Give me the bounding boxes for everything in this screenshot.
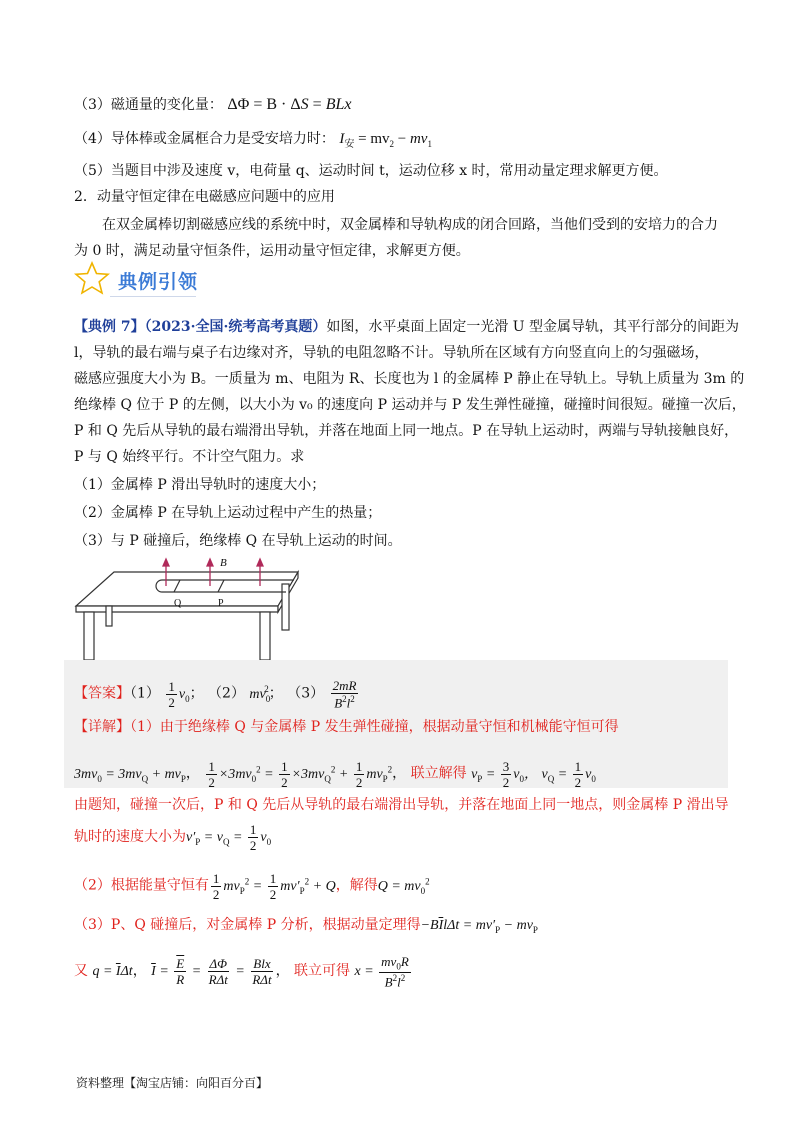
item-5: （5）当题目中涉及速度 v，电荷量 q、运动时间 t，运动位移 x 时，常用动量定理求解更方便。 <box>74 163 668 179</box>
charge-equation: $q = \overline{I}\Delta t$ <box>92 964 133 979</box>
footer-source: 资料整理【淘宝店铺：向阳百分百】 <box>76 1076 269 1090</box>
detail-line-3: 由题知，碰撞一次后，P 和 Q 先后从导轨的最右端滑出导轨，并落在地面上同一地点，则金属棒 P 滑出导 <box>74 797 729 813</box>
detail-line-1: 【详解】（1）由于绝缘棒 Q 与金属棒 P 发生弹性碰撞，根据动量守恒和机械能守恒可得 <box>74 719 619 735</box>
detail-line-5: （2）根据能量守恒有 $\frac{1}{2}$ $mv_P^2$ = $\frac{1}{2}$ $mv'_P^2 + Q$，解得$Q = mv_0^2$ <box>74 870 430 902</box>
answer-3: $\frac{2mR}{B^2l^2}$ <box>332 678 357 711</box>
rod-p-label: P <box>218 598 224 609</box>
momentum-theorem: $-B\overline{I}l\Delta t = mv'_P - mv_P$ <box>420 918 538 935</box>
example-line-5: P 和 Q 先后从导轨的最右端滑出导轨，并落在地面上同一地点。P 在导轨上运动时，两端与导轨接触良好， <box>74 423 739 439</box>
detail-line-6: （3）P、Q 碰撞后，对金属棒 P 分析，根据动量定理得$-B\overline{I}l\Delta t = mv'_P - mv_P$ <box>74 917 538 935</box>
heat-solution: $Q = mv_0^2$ <box>377 876 430 896</box>
detail-line-7: 又 $q = \overline{I}\Delta t$， $\overline{I}$ = $\frac{\overline{E}}{R}$ = $\frac{\Delta\Phi}{\text{RΔt}}$ = $\frac{\text{Blx}}{\text{RΔt}}$ ， 联立可得 x = $\frac{mv_0R}{B^2l^2}$ <box>74 952 413 990</box>
answer-line: 【答案】（1） $\frac{1}{2}$ $v_0$； （2） $mv_0^2$； （3） $\frac{2mR}{B^2l^2}$ <box>74 674 360 704</box>
section-underline <box>110 296 196 297</box>
question-3: （3）与 P 碰撞后，绝缘棒 Q 在导轨上运动的时间。 <box>74 533 402 549</box>
detail-tag: 【详解】 <box>74 719 130 735</box>
question-1: （1）金属棒 P 滑出导轨时的速度大小； <box>74 477 326 493</box>
answer-1: $\frac{1}{2}$ $v_0$ <box>168 678 190 710</box>
item-3: （3）磁通量的变化量： ΔΦ = B · ΔS = BLx <box>74 96 352 113</box>
velocity-solution: $v_P$ = $\frac{3}{2}$ $v_0$， $v_Q$ = $\frac{1}{2}$ $v_0$ <box>471 758 596 790</box>
section-2-title: 2．动量守恒定律在电磁感应问题中的应用 <box>74 189 335 205</box>
detail-line-4: 轨时的速度大小为$v'_P = v_Q$ = $\frac{1}{2}$ $v_0$ <box>74 822 272 854</box>
energy-conservation: $\frac{1}{2}$ $mv_P^2$ = $\frac{1}{2}$ $mv'_P^2 + Q$ <box>212 870 336 902</box>
final-velocity: $v'_P = v_Q$ = $\frac{1}{2}$ $v_0$ <box>186 822 272 854</box>
section-2-paragraph-cont: 为 0 时，满足动量守恒条件，运用动量守恒定律，求解更方便。 <box>74 243 470 259</box>
example-line-4: 绝缘棒 Q 位于 P 的左侧，以大小为 v₀ 的速度向 P 运动并与 P 发生弹性碰撞，碰撞时间很短。碰撞一次后， <box>74 397 746 413</box>
formula-flux-change: ΔΦ = B · ΔS = BLx <box>227 96 352 113</box>
section-2-paragraph: 在双金属棒切割磁感应线的系统中时，双金属棒和导轨构成的闭合回路，当他们受到的安培力的合力 <box>102 217 718 233</box>
answer-tag: 【答案】 <box>74 685 130 702</box>
formula-impulse: $I_安 = mv_2 - mv_1$ <box>339 131 432 150</box>
example-line-3: 磁感应强度大小为 B。一质量为 m、电阻为 R、长度也为 l 的金属棒 P 静止在导轨上。导轨上质量为 3m 的 <box>74 371 745 387</box>
example-first-line: 【典例 7】（2023·全国·统考高考真题）如图，水平桌面上固定一光滑 U 型金属导轨，其平行部分的间距为 <box>74 319 740 335</box>
example-tag: 【典例 7】（2023·全国·统考高考真题） <box>74 319 327 335</box>
section-header <box>74 262 198 298</box>
energy-equation: $\frac{1}{2}$ $\times 3mv_0^2$ = $\frac{1}{2}$ $\times 3mv_Q^2$ + $\frac{1}{2}$ $mv_P^2$ <box>208 758 393 790</box>
example-line-2: l，导轨的最右端与桌子右边缘对齐，导轨的电阻忽略不计。导轨所在区域有方向竖直向上的匀强磁场， <box>74 345 709 361</box>
answer-2: $mv_0^2$ <box>249 684 271 704</box>
current-equation: $\overline{I}$ = $\frac{\overline{E}}{R}$ = $\frac{\Delta\Phi}{\text{RΔt}}$ = $\frac{\text{Blx}}{\text{RΔt}}$ <box>151 956 272 988</box>
star-outline-icon <box>74 261 110 299</box>
example-line-6: P 与 Q 始终平行。不计空气阻力。求 <box>74 449 305 465</box>
section-title: 典例引领 <box>118 270 199 293</box>
rod-q-label: Q <box>174 598 182 609</box>
momentum-equation: $3mv_0 = 3mv_Q + mv_P$ <box>74 766 186 784</box>
table-figure <box>70 554 310 664</box>
detail-equations: $3mv_0 = 3mv_Q + mv_P$， $\frac{1}{2}$ $\times 3mv_0^2$ = $\frac{1}{2}$ $\times 3mv_Q^2$ + $\frac{1}{2}$ $mv_P^2$， 联立解得 $v_P$ = $\frac{3}{2}$ $v_0$， $v_Q$ = $\frac{1}{2}$ $v_0$ <box>74 758 596 790</box>
question-2: （2）金属棒 P 在导轨上运动过程中产生的热量； <box>74 505 382 521</box>
item-4: （4）导体棒或金属框合力是受安培力时： $I_安 = mv_2 - mv_1$ <box>74 131 432 150</box>
field-label: B <box>220 557 227 569</box>
displacement-solution: x = $\frac{mv_0R}{B^2l^2}$ <box>354 953 409 990</box>
